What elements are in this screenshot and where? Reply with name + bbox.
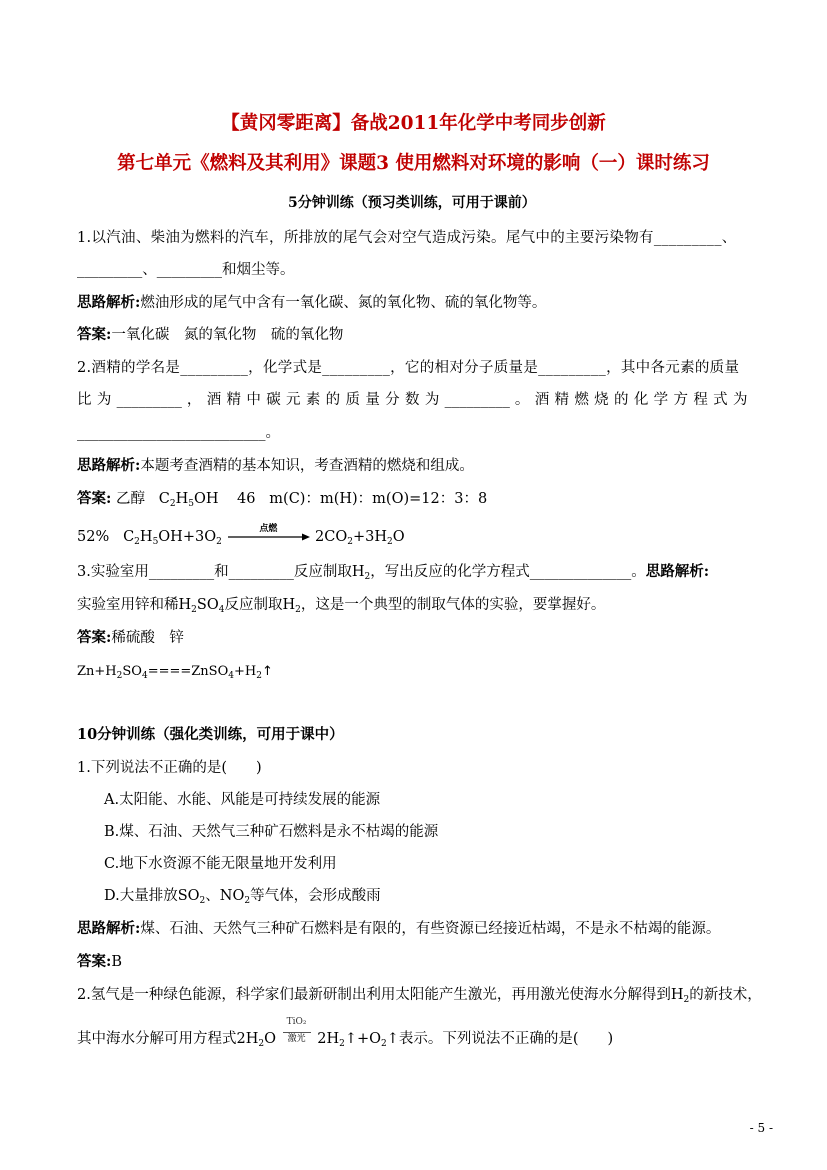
q2-line2-token: 比 [77,392,92,408]
answer-ratio: m(C)：m(H)：m(O)=12：3：8 [269,491,488,507]
analysis-text: 煤、石油、天然气三种矿石燃料是有限的，有些资源已经接近枯竭，不是永不枯竭的能源。 [140,921,721,937]
q2-line3: __________________________。 [77,425,280,441]
q2-line2 [77,390,747,410]
document-subtitle: 第七单元《燃料及其利用》课题3 使用燃料对环境的影响（一）课时练习 [117,153,710,174]
q2-line2-token: 酒 [206,392,222,408]
q2-line2-token: 为 [424,392,440,408]
condition-bar [283,1032,311,1033]
q2-line2-token: 分 [385,392,401,408]
document-title: 【黄冈零距离】备战2011年化学中考同步创新 [221,113,606,134]
s2-q1-option-b: B.煤、石油、天然气三种矿石燃料是永不枯竭的能源 [104,824,439,840]
catalyst-label: TiO₂ [286,1017,307,1027]
s2-q1-option-c: C.地下水资源不能无限量地开发利用 [104,856,337,872]
q2-line2-token: 量 [365,392,381,408]
q1-answer [77,325,343,345]
q1-analysis [77,293,546,313]
q2-answer [77,489,487,514]
answer-text: 一氧化碳 氮的氧化物 硫的氧化物 [111,327,344,343]
s2-q1-option-a: A.太阳能、水能、风能是可持续发展的能源 [104,792,381,808]
answer-formula: $C_2H_5OH$ [158,491,219,509]
q3-answer [77,628,184,648]
q1-line2: _________、_________和烟尘等。 [77,262,295,278]
q2-line2-token: 学 [653,392,669,408]
q2-line2-token: 为 [732,392,748,408]
q2-line2-token: 方 [673,392,689,408]
page-number: - 5 - [749,1121,773,1135]
answer-mass: 46 [237,491,256,507]
answer-label: 答案: [77,326,112,343]
q2-line2-token: _________ [116,392,182,408]
q2-line2-token: 数 [404,392,420,408]
q2-line2-token: 燃 [574,392,590,408]
analysis-label: 思路解析: [645,563,710,580]
q2-line2-token: _________ [444,392,510,408]
q2-equation: 52% $C_2H_5OH+3O_2$ 点燃 $2CO_2+3H_2O$ [77,524,405,547]
q3-line1: 3.实验室用_________和_________反应制取$H_2$，写出反应的化学方程式______________。思路解析: [77,563,710,582]
s2-q2-line2: 其中海水分解可用方程式$2H_2O$ $\frac{\text{TiO₂}}{\text{激光}}$ $2H_2↑+O_2↑$表示。下列说法不正确的是( ) [77,1017,614,1049]
q2-line2-token: 为 [96,392,112,408]
q2-line2-token: 中 [246,392,262,408]
s2-q1-option-d: D.大量排放$SO_2$、$NO_2$等气体，会形成酸雨 [104,888,381,906]
section-heading-5min: 5分钟训练（预习类训练，可用于课前） [288,195,536,211]
gas-up-arrow: ↑ [261,664,273,679]
q2-line2-token: 精 [554,392,570,408]
q2-line2-token: ， [186,392,202,408]
answer-text: 稀硫酸 锌 [111,630,184,646]
reaction-arrow [226,524,310,547]
condition-label: 激光 [287,1034,306,1044]
q2-line2-token: 碳 [266,392,282,408]
answer-percent: 52% [77,529,110,545]
arrow-icon [226,533,310,541]
q1-line1: 1.以汽油、柴油为燃料的汽车，所排放的尾气会对空气造成污染。尾气中的主要污染物有_________、 [77,230,737,246]
q2-line2-token: 程 [693,392,709,408]
analysis-text: 本题考查酒精的基本知识，考查酒精的燃烧和组成。 [140,458,474,474]
answer-name: 乙醇 [115,491,145,507]
q2-line2-token: 质 [345,392,361,408]
q2-line2-token: 素 [305,392,321,408]
answer-label: 答案: [77,953,112,970]
analysis-label: 思路解析: [77,294,141,311]
analysis-label: 思路解析: [77,920,141,937]
s2-q1-answer [77,952,122,972]
q2-line2-token: 的 [614,392,629,408]
s2-q2-line1: 2.氢气是一种绿色能源，科学家们最新研制出利用太阳能产生激光，再用激光使海水分解得到$H_2$的新技术， [77,987,762,1005]
answer-text: B [111,954,123,970]
q2-line2-token: 的 [325,392,341,408]
q2-line2-token: 酒 [534,392,550,408]
q2-analysis [77,456,474,476]
answer-label: 答案: [77,629,112,646]
q3-line2: 实验室用锌和稀$H_2SO_4$反应制取$H_2$，这是一个典型的制取气体的实验，要掌握好。 [77,597,606,615]
analysis-text: 燃油形成的尾气中含有一氧化碳、氮的氧化物、硫的氧化物等。 [140,295,547,311]
q2-line2-token: 。 [514,392,530,408]
s2-q1-analysis [77,919,720,939]
s2-q1-stem: 1.下列说法不正确的是( ) [77,760,262,776]
answer-label: 答案: [77,490,112,507]
q2-line1: 2.酒精的学名是_________，化学式是_________，它的相对分子质量是_________，其中各元素的质量 [77,360,740,376]
reaction-condition: 点燃 [259,524,278,534]
q2-line2-token: 烧 [594,392,610,408]
section-heading-10min: 10分钟训练（强化类训练，可用于课中） [77,726,344,743]
analysis-label: 思路解析: [77,457,141,474]
q2-line2-token: 式 [713,392,728,408]
q2-line2-token: 元 [286,392,301,408]
reaction-condition-fraction [281,1017,313,1049]
q3-equation: $Zn+H_2SO_4====ZnSO_4+H_2↑$ [77,664,273,681]
q2-line2-token: 精 [226,392,242,408]
q2-line2-token: 化 [633,392,649,408]
